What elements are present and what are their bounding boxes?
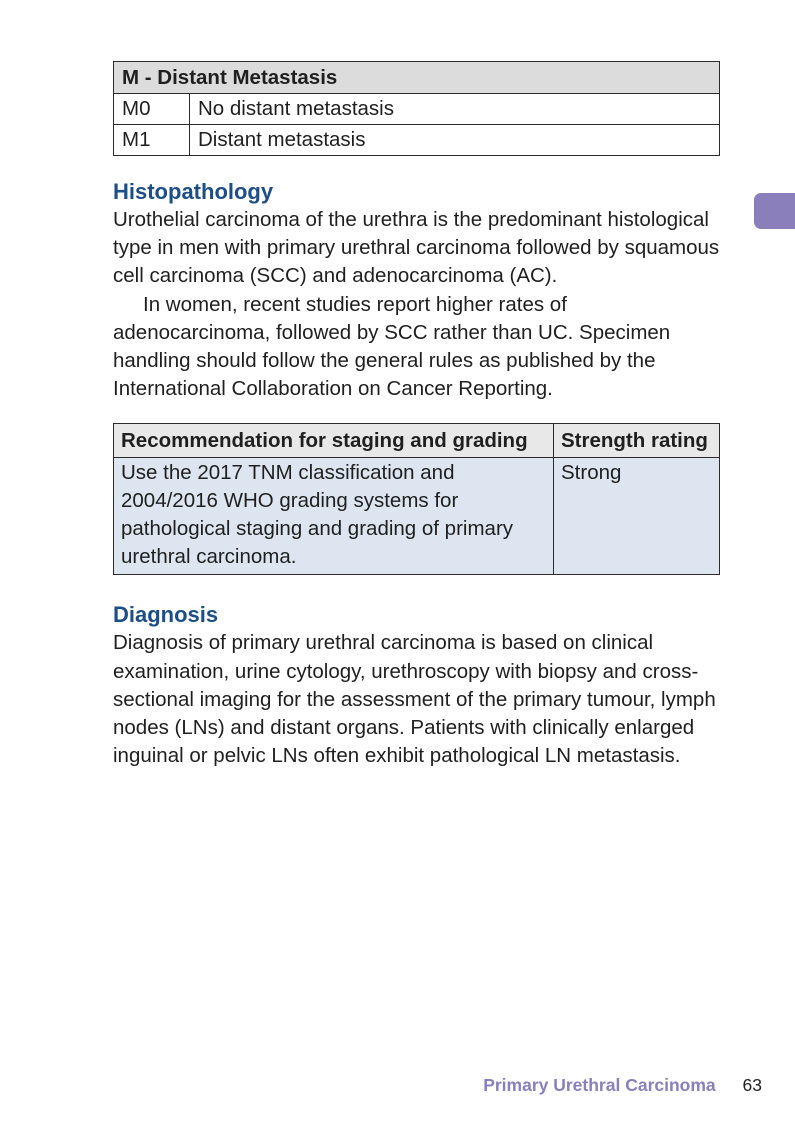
- table-header-row: [114, 62, 720, 94]
- stage-description: Distant metastasis: [190, 125, 720, 156]
- strength-rating: Strong: [554, 458, 720, 575]
- stage-code: M0: [114, 94, 190, 125]
- page-number: 63: [742, 1075, 762, 1095]
- histopathology-heading: Histopathology: [113, 179, 274, 204]
- diagnosis-heading: Diagnosis: [113, 602, 219, 628]
- stage-description: No distant metastasis: [190, 94, 720, 125]
- histopathology-paragraph: In women, recent studies report higher rates of adenocarcinoma, followed by SCC rather than UC. Specimen handling should follow the general rules as published by the International Collaboration on Cancer Reporting.: [113, 292, 671, 401]
- page-content: [113, 61, 720, 770]
- histopathology-paragraph: Urothelial carcinoma of the urethra is the predominant histological type in men with primary urethral carcinoma followed by squamous cell carcinoma (SCC) and adenocarcinoma (AC).: [113, 208, 720, 288]
- diagnosis-paragraph: Diagnosis of primary urethral carcinoma is based on clinical examination, urine cytology, urethroscopy with biopsy and cross-sectional imaging for the assessment of the primary tumour, lymph nodes (LNs) and distant organs. Patients with clinically enlarged inguinal or pelvic LNs often exhibit pathological LN metastasis.: [113, 631, 716, 768]
- table-header-row: [114, 424, 720, 458]
- table-row: [114, 458, 720, 575]
- chapter-tab-marker: [754, 193, 795, 229]
- strength-column-header: Strength rating: [554, 424, 720, 458]
- footer-chapter-title: Primary Urethral Carcinoma: [483, 1075, 716, 1095]
- recommendation-table: [113, 423, 720, 575]
- recommendation-text: Use the 2017 TNM classification and 2004/2016 WHO grading systems for pathological staging and grading of primary urethral carcinoma.: [114, 458, 554, 575]
- metastasis-table-header: M - Distant Metastasis: [114, 62, 720, 94]
- table-row: [114, 94, 720, 125]
- page-footer: [483, 1074, 762, 1096]
- stage-code: M1: [114, 125, 190, 156]
- recommendation-column-header: Recommendation for staging and grading: [114, 424, 554, 458]
- distant-metastasis-table: [113, 61, 720, 156]
- table-row: [114, 125, 720, 156]
